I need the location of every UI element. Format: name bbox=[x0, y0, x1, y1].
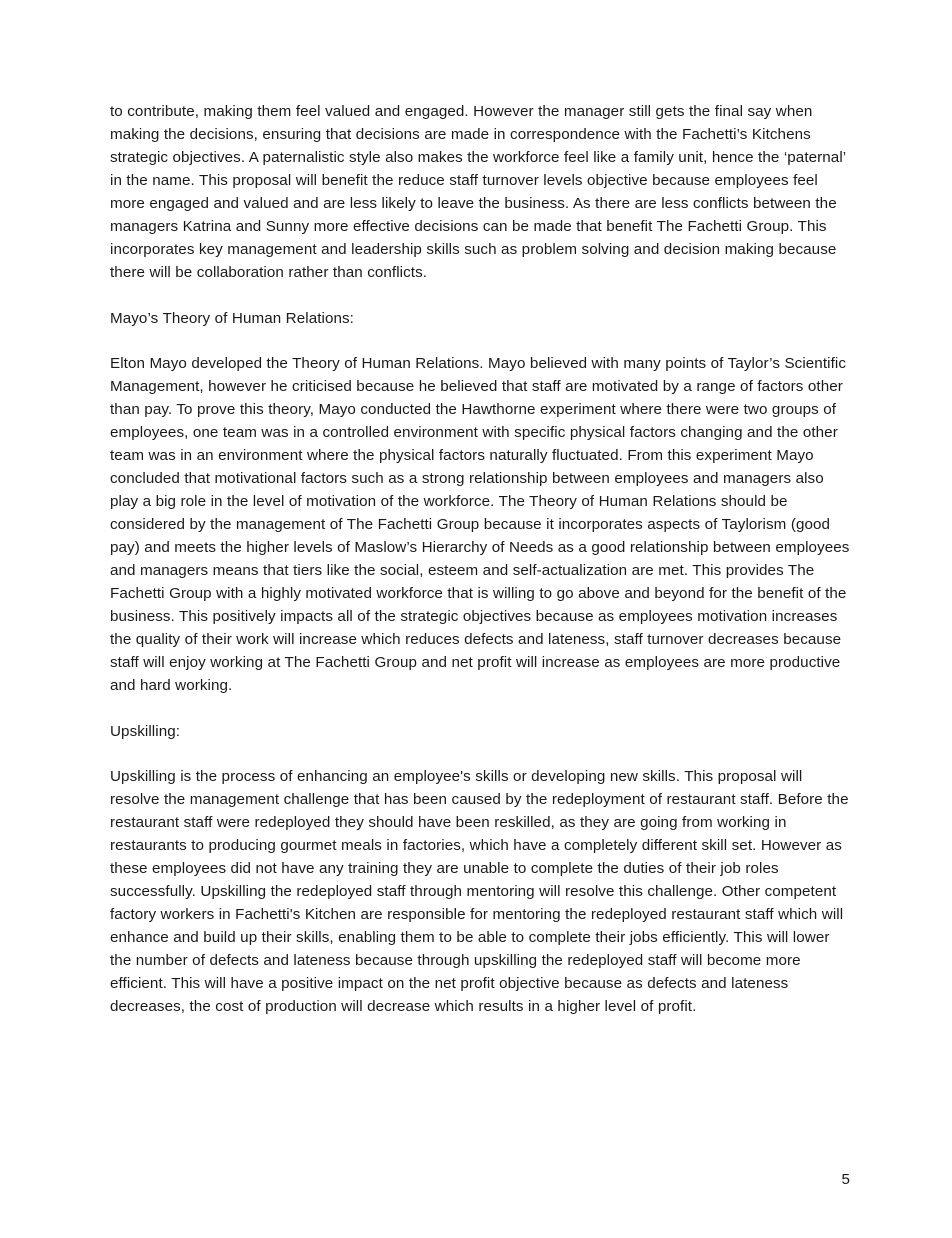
section-heading-mayo-theory: Mayo’s Theory of Human Relations: bbox=[110, 309, 354, 327]
document-body bbox=[110, 100, 852, 1018]
body-paragraph: Elton Mayo developed the Theory of Human Relations. Mayo believed with many points of Taylor’s Scientific Management, however he criticised because he believed that staff are motivated by a range of factors other than pay. To prove this theory, Mayo conducted the Hawthorne experiment where there were two groups of employees, one team was in a controlled environment with specific physical factors changing and the other team was in an environment where the physical factors naturally fluctuated. From this experiment Mayo concluded that motivational factors such as a strong relationship between employees and managers also play a big role in the level of motivation of the workforce. The Theory of Human Relations should be considered by the management of The Fachetti Group because it incorporates aspects of Taylorism (good pay) and meets the higher levels of Maslow’s Hierarchy of Needs as a good relationship between employees and managers means that tiers like the social, esteem and self-actualization are met. This provides The Fachetti Group with a highly motivated workforce that is willing to go above and beyond for the benefit of the business. This positively impacts all of the strategic objectives because as employees motivation increases the quality of their work will increase which reduces defects and lateness, staff turnover decreases because staff will enjoy working at The Fachetti Group and net profit will increase as employees are more productive and hard working. bbox=[110, 355, 850, 695]
body-paragraph: to contribute, making them feel valued and engaged. However the manager still gets the final say when making the decisions, ensuring that decisions are made in correspondence with the Fachetti’s Kitchens strategic objectives. A paternalistic style also makes the workforce feel like a family unit, hence the ‘paternal’ in the name. This proposal will benefit the reduce staff turnover levels objective because employees feel more engaged and valued and are less likely to leave the business. As there are less conflicts between the managers Katrina and Sunny more effective decisions can be made that benefit The Fachetti Group. This incorporates key management and leadership skills such as problem solving and decision making because there will be collaboration rather than conflicts. bbox=[110, 103, 846, 281]
page-number: 5 bbox=[841, 1171, 850, 1188]
body-paragraph: Upskilling is the process of enhancing an employee's skills or developing new skills. This proposal will resolve the management challenge that has been caused by the redeployment of restaurant staff. Before the restaurant staff were redeployed they should have been reskilled, as they are going from working in restaurants to producing gourmet meals in factories, which have a completely different skill set. However as these employees did not have any training they are unable to complete the duties of their job roles successfully. Upskilling the redeployed staff through mentoring will resolve this challenge. Other competent factory workers in Fachetti's Kitchen are responsible for mentoring the redeployed restaurant staff which will enhance and build up their skills, enabling them to be able to complete their jobs efficiently. This will lower the number of defects and lateness because through upskilling the redeployed staff will become more efficient. This will have a positive impact on the net profit objective because as defects and lateness decreases, the cost of production will decrease which results in a higher level of profit. bbox=[110, 768, 849, 1016]
section-heading-upskilling: Upskilling: bbox=[110, 722, 181, 740]
